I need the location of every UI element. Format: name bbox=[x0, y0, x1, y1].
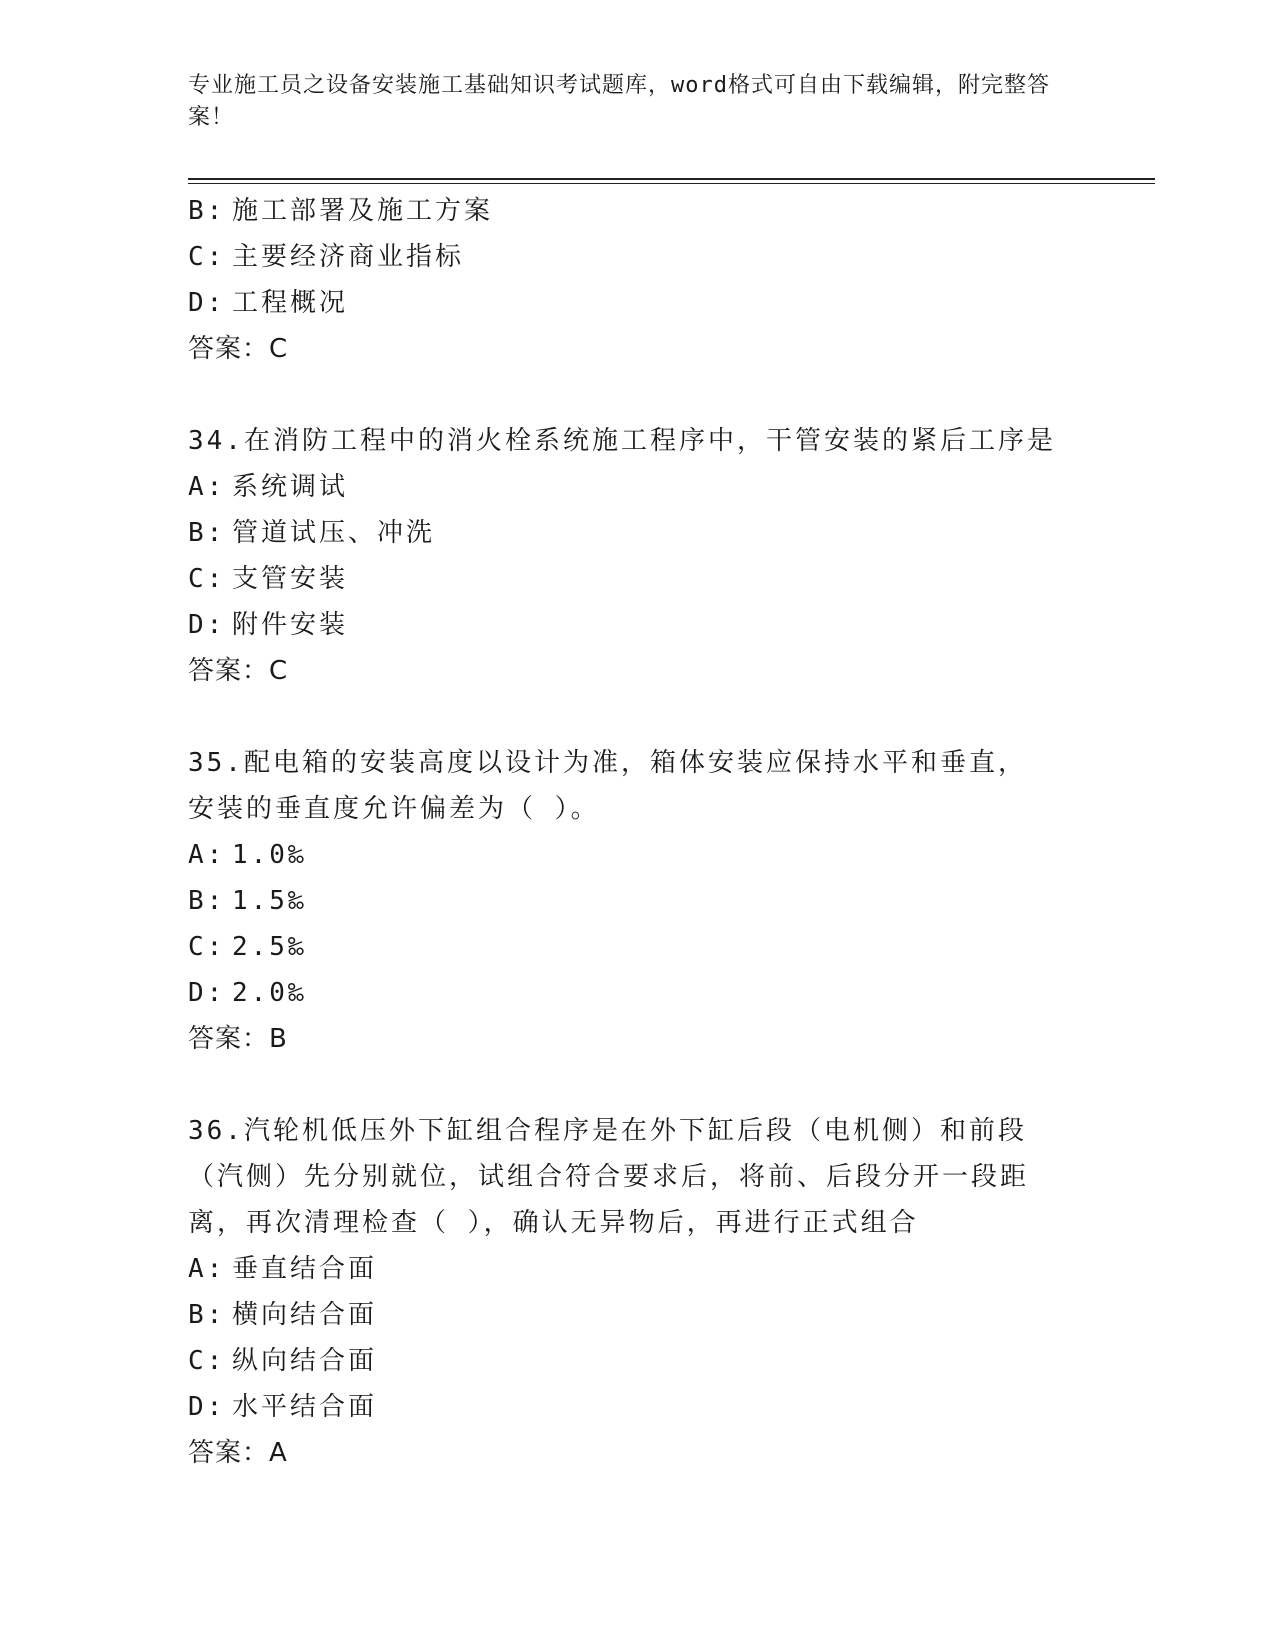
option-key: C: bbox=[188, 932, 226, 962]
option-key: C: bbox=[188, 564, 226, 594]
option-key: D: bbox=[188, 1392, 226, 1422]
question-stem: 34.在消防工程中的消火栓系统施工程序中，干管安装的紧后工序是 bbox=[188, 426, 1056, 456]
option-line bbox=[188, 878, 1088, 924]
option-key: D: bbox=[188, 610, 226, 640]
option-line bbox=[188, 464, 1088, 510]
option-key: D: bbox=[188, 288, 226, 318]
spacer bbox=[188, 372, 1088, 418]
option-line bbox=[188, 556, 1088, 602]
spacer bbox=[188, 1062, 1088, 1108]
option-key: D: bbox=[188, 978, 226, 1008]
option-line bbox=[188, 1338, 1088, 1384]
option-text: 1.0‰ bbox=[232, 840, 307, 870]
option-line bbox=[188, 924, 1088, 970]
option-line bbox=[188, 1384, 1088, 1430]
option-key: A: bbox=[188, 1254, 226, 1284]
option-line bbox=[188, 1292, 1088, 1338]
question-36 bbox=[188, 1108, 1088, 1476]
option-line bbox=[188, 234, 1088, 280]
question-content bbox=[188, 188, 1088, 1476]
option-key: B: bbox=[188, 196, 226, 226]
option-text: 支管安装 bbox=[232, 564, 349, 594]
option-text: 纵向结合面 bbox=[232, 1346, 378, 1376]
option-key: B: bbox=[188, 886, 226, 916]
option-line bbox=[188, 1246, 1088, 1292]
answer-line: 答案：C bbox=[188, 334, 289, 364]
page-header-title: 专业施工员之设备安装施工基础知识考试题库，word格式可自由下载编辑，附完整答案！ bbox=[188, 73, 1050, 130]
option-line bbox=[188, 280, 1088, 326]
header-divider-thick bbox=[188, 178, 1155, 180]
option-line bbox=[188, 510, 1088, 556]
option-line bbox=[188, 832, 1088, 878]
option-text: 主要经济商业指标 bbox=[232, 242, 465, 272]
option-text: 水平结合面 bbox=[232, 1392, 378, 1422]
option-text: 2.5‰ bbox=[232, 932, 307, 962]
option-key: A: bbox=[188, 840, 226, 870]
option-key: C: bbox=[188, 242, 226, 272]
option-line bbox=[188, 602, 1088, 648]
question-stem: 35.配电箱的安装高度以设计为准，箱体安装应保持水平和垂直，安装的垂直度允许偏差为（ ）。 bbox=[188, 748, 1027, 824]
option-key: B: bbox=[188, 1300, 226, 1330]
option-key: A: bbox=[188, 472, 226, 502]
option-text: 垂直结合面 bbox=[232, 1254, 378, 1284]
option-key: B: bbox=[188, 518, 226, 548]
spacer bbox=[188, 694, 1088, 740]
option-text: 管道试压、冲洗 bbox=[232, 518, 436, 548]
answer-line: 答案：C bbox=[188, 656, 289, 686]
option-text: 施工部署及施工方案 bbox=[232, 196, 494, 226]
option-text: 2.0‰ bbox=[232, 978, 307, 1008]
question-stem: 36.汽轮机低压外下缸组合程序是在外下缸后段（电机侧）和前段（汽侧）先分别就位，试组合符合要求后，将前、后段分开一段距离，再次清理检查（ ），确认无异物后，再进行正式组合 bbox=[188, 1116, 1030, 1238]
option-text: 工程概况 bbox=[232, 288, 349, 318]
answer-line: 答案：A bbox=[188, 1438, 288, 1468]
option-key: C: bbox=[188, 1346, 226, 1376]
option-text: 系统调试 bbox=[232, 472, 349, 502]
header-divider-thin bbox=[188, 183, 1155, 184]
option-text: 附件安装 bbox=[232, 610, 349, 640]
option-line bbox=[188, 188, 1088, 234]
option-text: 横向结合面 bbox=[232, 1300, 378, 1330]
answer-line: 答案：B bbox=[188, 1024, 288, 1054]
question-34 bbox=[188, 418, 1088, 694]
question-35 bbox=[188, 740, 1088, 1062]
option-line bbox=[188, 970, 1088, 1016]
option-text: 1.5‰ bbox=[232, 886, 307, 916]
continued-question bbox=[188, 188, 1088, 372]
